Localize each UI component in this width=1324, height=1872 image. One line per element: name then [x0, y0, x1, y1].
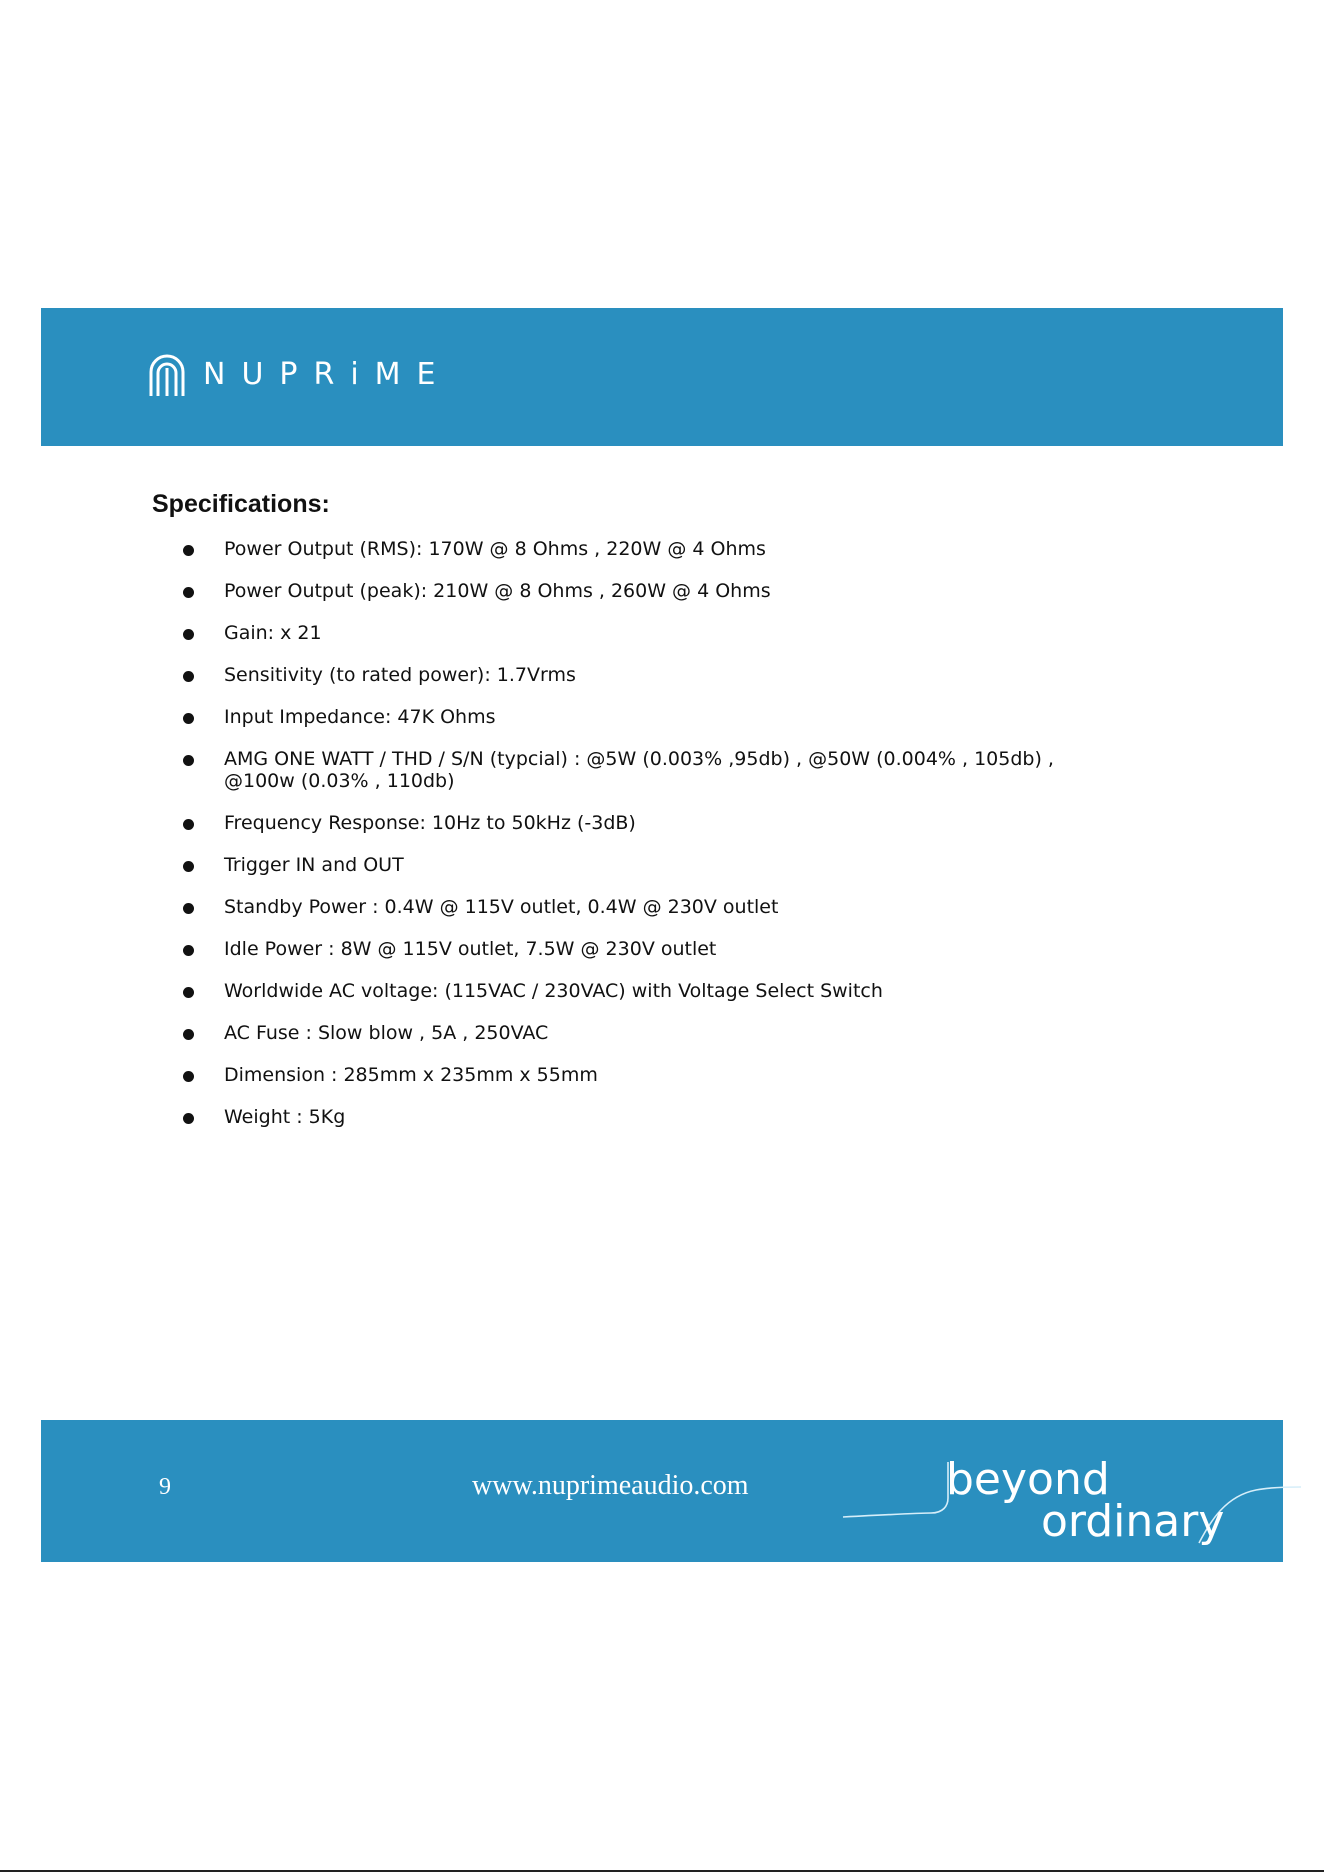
spec-text: Standby Power : 0.4W @ 115V outlet, 0.4W @ 230V outlet	[224, 896, 779, 918]
brand-name: NUPRiME	[203, 356, 452, 392]
spec-text: Dimension : 285mm x 235mm x 55mm	[224, 1064, 598, 1086]
bullet-icon	[183, 945, 194, 956]
spec-item	[0, 748, 1324, 812]
spec-item	[0, 622, 1324, 664]
spec-text: Trigger IN and OUT	[224, 854, 404, 876]
bullet-icon	[183, 671, 194, 682]
nuprime-logo-icon	[147, 350, 187, 398]
spec-text: Idle Power : 8W @ 115V outlet, 7.5W @ 230V outlet	[224, 938, 717, 960]
spec-text: Worldwide AC voltage: (115VAC / 230VAC) with Voltage Select Switch	[224, 980, 883, 1002]
spec-text: Input Impedance: 47K Ohms	[224, 706, 496, 728]
bullet-icon	[183, 755, 194, 766]
bullet-icon	[183, 587, 194, 598]
spec-item	[0, 896, 1324, 938]
spec-text: Weight : 5Kg	[224, 1106, 346, 1128]
spec-item	[0, 980, 1324, 1022]
bullet-icon	[183, 987, 194, 998]
bullet-icon	[183, 903, 194, 914]
bullet-icon	[183, 545, 194, 556]
spec-text: Power Output (RMS): 170W @ 8 Ohms , 220W @ 4 Ohms	[224, 538, 766, 560]
spec-item	[0, 1106, 1324, 1148]
spec-item	[0, 1022, 1324, 1064]
tagline-line2: ordinary	[1041, 1496, 1225, 1547]
bullet-icon	[183, 1071, 194, 1082]
spec-item	[0, 938, 1324, 980]
footer-band	[41, 1420, 1283, 1562]
website-link[interactable]: www.nuprimeaudio.com	[472, 1470, 749, 1501]
spec-text: AMG ONE WATT / THD / S/N (typcial) : @5W (0.003% ,95db) , @50W (0.004% , 105db) , @100w (0.03% , 110db)	[224, 748, 1054, 792]
spec-item	[0, 812, 1324, 854]
tagline-line1: beyond	[946, 1454, 1110, 1505]
spec-text: Sensitivity (to rated power): 1.7Vrms	[224, 664, 576, 686]
page-number: 9	[159, 1474, 171, 1500]
bullet-icon	[183, 819, 194, 830]
spec-text: Frequency Response: 10Hz to 50kHz (-3dB)	[224, 812, 636, 834]
specifications-heading: Specifications:	[152, 490, 330, 518]
bullet-icon	[183, 861, 194, 872]
spec-item	[0, 1064, 1324, 1106]
bullet-icon	[183, 1029, 194, 1040]
spec-text: Gain: x 21	[224, 622, 322, 644]
spec-text: AC Fuse : Slow blow , 5A , 250VAC	[224, 1022, 549, 1044]
spec-text: Power Output (peak): 210W @ 8 Ohms , 260W @ 4 Ohms	[224, 580, 771, 602]
bullet-icon	[183, 629, 194, 640]
spec-item	[0, 580, 1324, 622]
spec-item	[0, 664, 1324, 706]
specifications-list	[0, 538, 1324, 1148]
spec-item	[0, 854, 1324, 896]
spec-item	[0, 538, 1324, 580]
bullet-icon	[183, 713, 194, 724]
brand-logo	[147, 348, 452, 400]
bullet-icon	[183, 1113, 194, 1124]
tagline	[801, 1440, 1301, 1550]
header-band	[41, 308, 1283, 446]
tagline-graphic	[801, 1440, 1301, 1550]
spec-item	[0, 706, 1324, 748]
